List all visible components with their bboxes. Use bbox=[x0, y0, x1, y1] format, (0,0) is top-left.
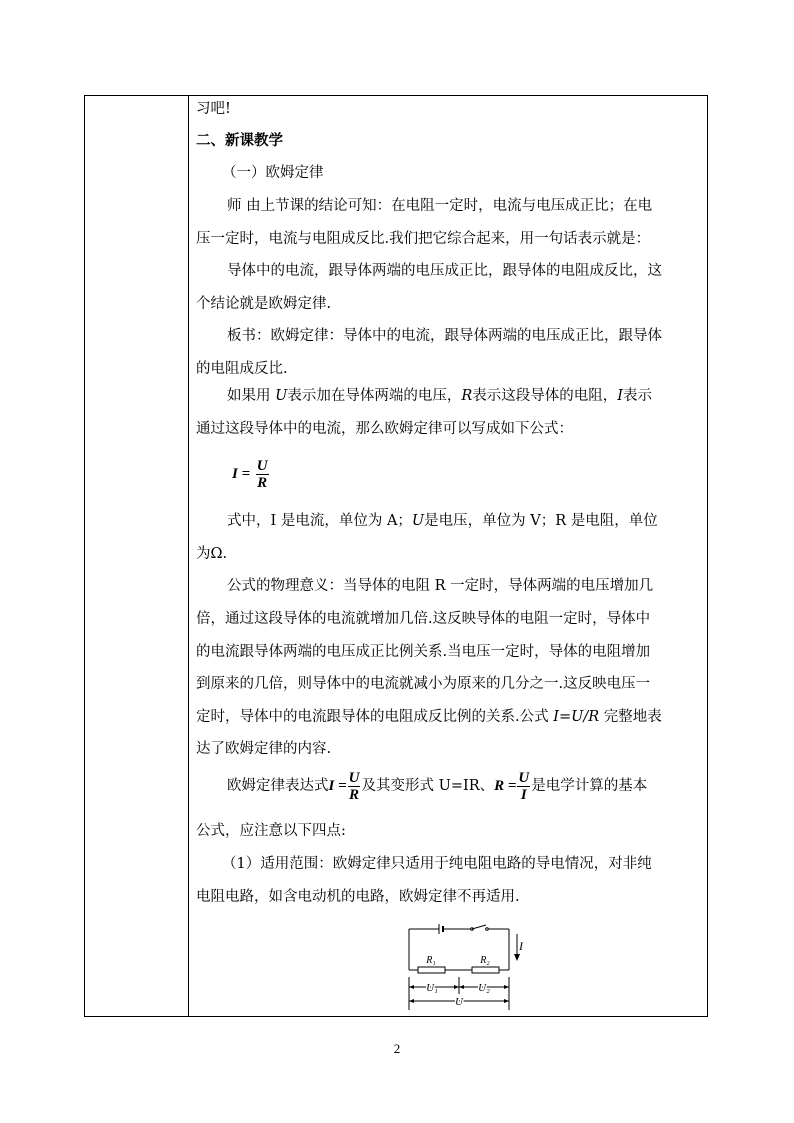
formula-fraction bbox=[256, 458, 269, 491]
text-line: 电阻电路，如含电动机的电路，欧姆定律不再适用. bbox=[196, 889, 520, 905]
text-line: 师 由上节课的结论可知：在电阻一定时，电流与电压成正比；在电 bbox=[227, 198, 653, 214]
text-segment: 表示加在导体两端的电压， bbox=[287, 388, 462, 404]
text-segment: 欧姆定律表达式 bbox=[227, 778, 329, 794]
formula-lhs: R = bbox=[494, 778, 517, 794]
formula-fraction bbox=[517, 770, 530, 803]
inline-formula: I=U/R bbox=[553, 709, 600, 725]
label-r2: R₂ bbox=[480, 955, 490, 966]
text-segment: 是电压，单位为 V；R 是电阻，单位 bbox=[424, 513, 658, 529]
symbol-r: R bbox=[461, 388, 473, 404]
formula-lhs: I = bbox=[328, 778, 347, 794]
text-segment: 如果用 bbox=[227, 388, 276, 404]
text-segment: 及其变形式 U=IR、 bbox=[361, 778, 495, 794]
series-circuit-diagram bbox=[399, 924, 523, 1014]
label-current: I bbox=[519, 939, 523, 953]
arrowhead bbox=[459, 985, 464, 989]
switch-contact bbox=[486, 928, 489, 931]
resistor-r2 bbox=[472, 967, 499, 973]
label-u1: U₁ bbox=[426, 982, 438, 994]
symbol-i: I bbox=[617, 388, 623, 404]
text-segment: 式中，I 是电流，单位为 A； bbox=[227, 513, 412, 529]
label-u: U bbox=[455, 996, 463, 1008]
arrowhead bbox=[409, 999, 414, 1003]
switch-blade bbox=[472, 925, 486, 929]
text-segment: 表示这段导体的电阻， bbox=[472, 388, 618, 404]
symbol-u: U bbox=[275, 388, 288, 404]
lesson-table bbox=[84, 95, 708, 1017]
page-number: 2 bbox=[393, 1041, 401, 1056]
text-segment: 完整地表 bbox=[599, 709, 662, 725]
expression-line bbox=[227, 766, 647, 806]
column-divider bbox=[188, 96, 189, 1016]
text-segment: 定时，导体中的电流跟导体的电阻成反比例的关系.公式 bbox=[196, 709, 554, 725]
formula-fraction bbox=[348, 770, 361, 803]
ohm-formula bbox=[232, 456, 270, 492]
arrowhead bbox=[409, 985, 414, 989]
text-line: 达了欧姆定律的内容. bbox=[196, 741, 332, 757]
formula-lhs: I = bbox=[232, 466, 251, 482]
text-line: 个结论就是欧姆定律. bbox=[196, 296, 332, 312]
text-line: 到原来的几倍，则导体中的电流就减小为原来的几分之一.这反映电压一 bbox=[196, 676, 651, 692]
text-line: 为Ω. bbox=[196, 546, 228, 562]
text-line: 公式的物理意义：当导体的电阻 R 一定时，导体两端的电压增加几 bbox=[227, 578, 654, 594]
text-line: （1）适用范围：欧姆定律只适用于纯电阻电路的导电情况，对非纯 bbox=[222, 856, 652, 872]
text-line: 习吧! bbox=[196, 101, 231, 117]
text-segment: 表示 bbox=[623, 388, 652, 404]
text-line: 的电流跟导体两端的电压成正比例关系.当电压一定时，导体的电阻增加 bbox=[196, 644, 651, 660]
fraction-numerator: U bbox=[348, 769, 360, 786]
label-u2: U₂ bbox=[478, 982, 490, 994]
fraction-denominator: I bbox=[520, 786, 527, 803]
text-line: 压一定时，电流与电阻成反比.我们把它综合起来，用一句话表示就是： bbox=[196, 231, 651, 247]
resistor-r1 bbox=[418, 967, 445, 973]
text-line: 导体中的电流，跟导体两端的电压成正比，跟导体的电阻成反比，这 bbox=[227, 263, 662, 279]
where-line bbox=[227, 511, 658, 531]
text-line: 的电阻成反比. bbox=[196, 361, 288, 377]
arrowhead bbox=[504, 985, 509, 989]
fixed-line bbox=[196, 707, 662, 727]
text-line: 通过这段导体中的电流，那么欧姆定律可以写成如下公式： bbox=[196, 421, 573, 437]
current-arrowhead bbox=[514, 954, 520, 961]
text-segment: 是电学计算的基本 bbox=[531, 778, 648, 794]
text-line: 板书：欧姆定律：导体中的电流，跟导体两端的电压成正比，跟导体 bbox=[227, 328, 662, 344]
section-heading: 二、新课教学 bbox=[196, 132, 283, 149]
label-r1: R₁ bbox=[426, 955, 436, 966]
text-line: 公式，应注意以下四点: bbox=[196, 823, 346, 839]
fraction-denominator: R bbox=[349, 786, 360, 803]
fraction-numerator: U bbox=[518, 769, 530, 786]
fraction-numerator: U bbox=[256, 457, 268, 474]
subsection-heading: （一）欧姆定律 bbox=[222, 165, 324, 181]
definition-line bbox=[227, 386, 652, 406]
fraction-denominator: R bbox=[257, 474, 268, 491]
text-line: 倍，通过这段导体的电流就增加几倍.这反映导体的电阻一定时，导体中 bbox=[196, 611, 651, 627]
symbol-u: U bbox=[411, 513, 425, 529]
arrowhead bbox=[504, 999, 509, 1003]
arrowhead bbox=[454, 985, 459, 989]
